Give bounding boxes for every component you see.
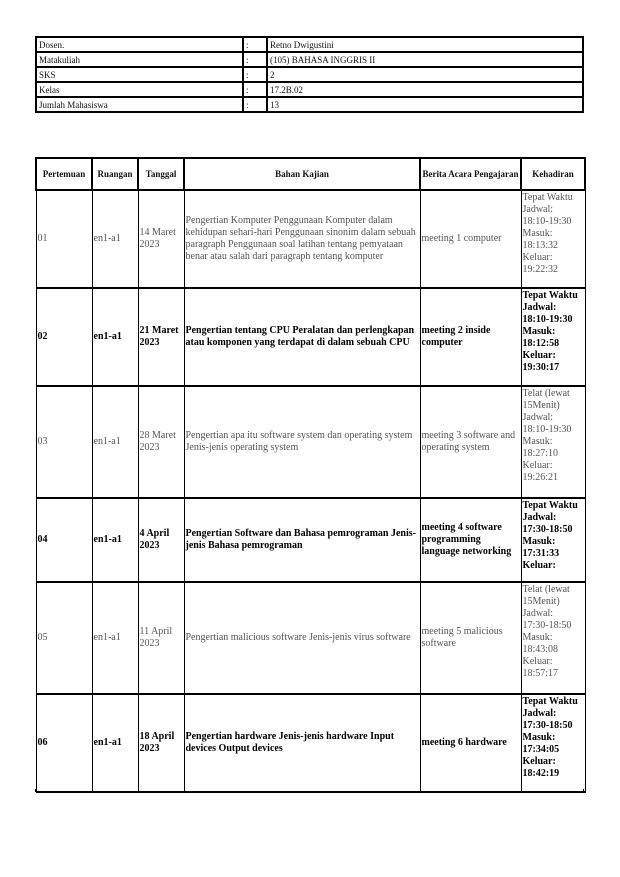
tanggal-cell: 18 April 2023 (138, 694, 184, 792)
ruangan-cell: en1-a1 (92, 582, 138, 694)
info-separator: : (243, 97, 267, 112)
table-row (36, 498, 585, 582)
kehadiran-line: 18:43:08 (522, 644, 559, 655)
kehadiran-line: 17:30-18:50 (522, 524, 573, 535)
bahan-kajian-cell: Pengertian Software dan Bahasa pemrograman Jenis-jenis Bahasa pemrograman (184, 498, 420, 582)
kehadiran-line: Masuk: (522, 632, 553, 643)
info-value: 17.2B.02 (267, 82, 583, 97)
kehadiran-line: 17:30-18:50 (522, 720, 573, 731)
info-separator: : (243, 52, 267, 67)
berita-acara-cell: meeting 2 inside computer (420, 288, 521, 386)
kehadiran-status: Tepat Waktu (522, 290, 578, 301)
kehadiran-line: 18:10-19:30 (522, 424, 572, 435)
berita-acara-cell: meeting 1 computer (420, 190, 521, 288)
course-info-table (35, 36, 584, 113)
attendance-header-row (36, 158, 585, 190)
kehadiran-status: Telat (lewat 15Menit) (522, 584, 570, 607)
kehadiran-line: Jadwal: (522, 302, 557, 313)
kehadiran-line: Keluar: (522, 252, 553, 263)
kehadiran-cell (521, 582, 585, 694)
kehadiran-line: Keluar: (522, 460, 553, 471)
info-row-sks (36, 67, 583, 82)
info-separator: : (243, 67, 267, 82)
pertemuan-cell: 04 (36, 498, 92, 582)
attendance-table (35, 157, 586, 793)
kehadiran-line: Keluar: (522, 656, 553, 667)
bahan-kajian-cell: Pengertian Komputer Penggunaan Komputer dalam kehidupan sehari-hari Penggunaan sinonim dalam sebuah paragraph Penggunaan soal latihan tentang pemyataan benar atau salah dari paragraph tentang komputer (184, 190, 420, 288)
kehadiran-status: Tepat Waktu (522, 192, 573, 203)
info-label: Dosen. (36, 37, 243, 52)
ruangan-cell: en1-a1 (92, 288, 138, 386)
kehadiran-line: 19:30:17 (522, 362, 560, 373)
kehadiran-cell (521, 288, 585, 386)
bahan-kajian-cell: Pengertian tentang CPU Peralatan dan perlengkapan atau komponen yang terdapat di dalam sebuah CPU (184, 288, 420, 386)
info-row-dosen (36, 37, 583, 52)
info-row-jumlah-mahasiswa (36, 97, 583, 112)
kehadiran-line: Jadwal: (522, 512, 557, 523)
table-row (36, 582, 585, 694)
kehadiran-line: 18:13:32 (522, 240, 559, 251)
pertemuan-cell: 02 (36, 288, 92, 386)
kehadiran-line: 18:10-19:30 (522, 314, 573, 325)
info-separator: : (243, 37, 267, 52)
bahan-kajian-cell: Pengertian apa itu software system dan operating system Jenis-jenis operating system (184, 386, 420, 498)
kehadiran-line: 19:26:21 (522, 472, 559, 483)
header-pertemuan: Pertemuan (36, 158, 92, 190)
tanggal-cell: 4 April 2023 (138, 498, 184, 582)
kehadiran-cell (521, 694, 585, 792)
kehadiran-line: Jadwal: (522, 412, 554, 423)
pertemuan-cell: 01 (36, 190, 92, 288)
kehadiran-line: Masuk: (522, 536, 556, 547)
info-value: 2 (267, 67, 583, 82)
pertemuan-cell: 05 (36, 582, 92, 694)
kehadiran-line: Masuk: (522, 436, 553, 447)
tanggal-cell: 21 Maret 2023 (138, 288, 184, 386)
kehadiran-line: 17:34:05 (522, 744, 560, 755)
header-tanggal: Tanggal (138, 158, 184, 190)
tanggal-cell: 28 Maret 2023 (138, 386, 184, 498)
tanggal-cell: 14 Maret 2023 (138, 190, 184, 288)
kehadiran-line: Masuk: (522, 326, 556, 337)
berita-acara-cell: meeting 5 malicious software (420, 582, 521, 694)
kehadiran-line: Jadwal: (522, 608, 554, 619)
info-separator: : (243, 82, 267, 97)
ruangan-cell: en1-a1 (92, 190, 138, 288)
ruangan-cell: en1-a1 (92, 386, 138, 498)
header-bahan-kajian: Bahan Kajian (184, 158, 420, 190)
kehadiran-line: Keluar: (522, 350, 556, 361)
kehadiran-status: Tepat Waktu (522, 500, 578, 511)
berita-acara-cell: meeting 3 software and operating system (420, 386, 521, 498)
kehadiran-status: Tepat Waktu (522, 696, 578, 707)
kehadiran-line: 17:31:33 (522, 548, 560, 559)
info-value: Retno Dwigustini (267, 37, 583, 52)
info-value: 13 (267, 97, 583, 112)
kehadiran-line: 18:27:10 (522, 448, 559, 459)
info-label: SKS (36, 67, 243, 82)
bahan-kajian-cell: Pengertian malicious software Jenis-jenis virus software (184, 582, 420, 694)
info-label: Kelas (36, 82, 243, 97)
table-row (36, 694, 585, 792)
header-berita-acara: Berita Acara Pengajaran (420, 158, 521, 190)
kehadiran-line: 18:10-19:30 (522, 216, 572, 227)
header-kehadiran: Kehadiran (521, 158, 585, 190)
kehadiran-line: Keluar: (522, 756, 556, 767)
table-row (36, 288, 585, 386)
kehadiran-line: 17:30-18:50 (522, 620, 572, 631)
header-ruangan: Ruangan (92, 158, 138, 190)
table-row (36, 386, 585, 498)
info-row-matakuliah (36, 52, 583, 67)
pertemuan-cell: 06 (36, 694, 92, 792)
info-label: Matakuliah (36, 52, 243, 67)
kehadiran-cell (521, 386, 585, 498)
table-row (36, 190, 585, 288)
pertemuan-cell: 03 (36, 386, 92, 498)
berita-acara-cell: meeting 6 hardware (420, 694, 521, 792)
kehadiran-line: 18:42:19 (522, 768, 560, 779)
ruangan-cell: en1-a1 (92, 694, 138, 792)
table-continuation (35, 789, 584, 792)
info-label: Jumlah Mahasiswa (36, 97, 243, 112)
kehadiran-status: Telat (lewat 15Menit) (522, 388, 570, 411)
tanggal-cell: 11 April 2023 (138, 582, 184, 694)
info-row-kelas (36, 82, 583, 97)
kehadiran-line: Keluar: (522, 560, 556, 571)
kehadiran-line: Masuk: (522, 228, 553, 239)
kehadiran-line: Jadwal: (522, 708, 557, 719)
kehadiran-line: Jadwal: (522, 204, 554, 215)
kehadiran-line: Masuk: (522, 732, 556, 743)
info-value: (105) BAHASA INGGRIS II (267, 52, 583, 67)
kehadiran-line: 18:12:58 (522, 338, 560, 349)
kehadiran-cell (521, 498, 585, 582)
kehadiran-line: 19:22:32 (522, 264, 559, 275)
ruangan-cell: en1-a1 (92, 498, 138, 582)
kehadiran-line: 18:57:17 (522, 668, 559, 679)
berita-acara-cell: meeting 4 software programming language networking (420, 498, 521, 582)
bahan-kajian-cell: Pengertian hardware Jenis-jenis hardware Input devices Output devices (184, 694, 420, 792)
kehadiran-cell (521, 190, 585, 288)
